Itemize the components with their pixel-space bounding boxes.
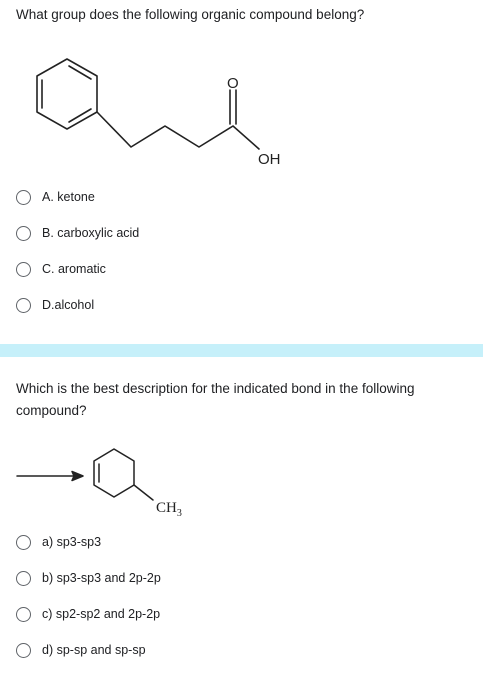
option-label: B. carboxylic acid	[42, 226, 140, 240]
option-label: A. ketone	[42, 190, 95, 204]
option-label: d) sp-sp and sp-sp	[42, 643, 146, 657]
radio-circle-icon[interactable]	[16, 571, 31, 586]
hydroxyl-label: OH	[258, 151, 281, 168]
option-b-carboxylic-acid[interactable]	[16, 223, 139, 243]
radio-circle-icon[interactable]	[16, 262, 31, 277]
question-2-text: Which is the best description for the indicated bond in the following compound?	[16, 381, 415, 418]
option-label: a) sp3-sp3	[42, 535, 102, 549]
phenylbutanoic-acid-structure	[0, 50, 483, 180]
carbonyl-oxygen-label: O	[227, 75, 239, 92]
methyl-label: $CH_3$	[156, 500, 182, 519]
option-b-sp3-sp3-2p-2p[interactable]	[16, 568, 161, 588]
radio-circle-icon[interactable]	[16, 643, 31, 658]
option-d-alcohol[interactable]	[16, 295, 94, 315]
option-label: D.alcohol	[42, 298, 95, 312]
radio-circle-icon[interactable]	[16, 535, 31, 550]
section-divider	[0, 344, 483, 357]
methylcyclohexene-structure	[0, 440, 483, 530]
option-label: C. aromatic	[42, 262, 106, 276]
radio-circle-icon[interactable]	[16, 298, 31, 313]
option-a-ketone[interactable]	[16, 187, 95, 207]
question-1-text: What group does the following organic compound belong?	[16, 7, 365, 22]
option-c-aromatic[interactable]	[16, 259, 106, 279]
radio-circle-icon[interactable]	[16, 226, 31, 241]
radio-circle-icon[interactable]	[16, 607, 31, 622]
radio-circle-icon[interactable]	[16, 190, 31, 205]
option-c-sp2-sp2-2p-2p[interactable]	[16, 604, 160, 624]
option-d-sp-sp[interactable]	[16, 640, 146, 660]
option-a-sp3-sp3[interactable]	[16, 532, 101, 552]
option-label: c) sp2-sp2 and 2p-2p	[42, 607, 161, 621]
option-label: b) sp3-sp3 and 2p-2p	[42, 571, 161, 585]
